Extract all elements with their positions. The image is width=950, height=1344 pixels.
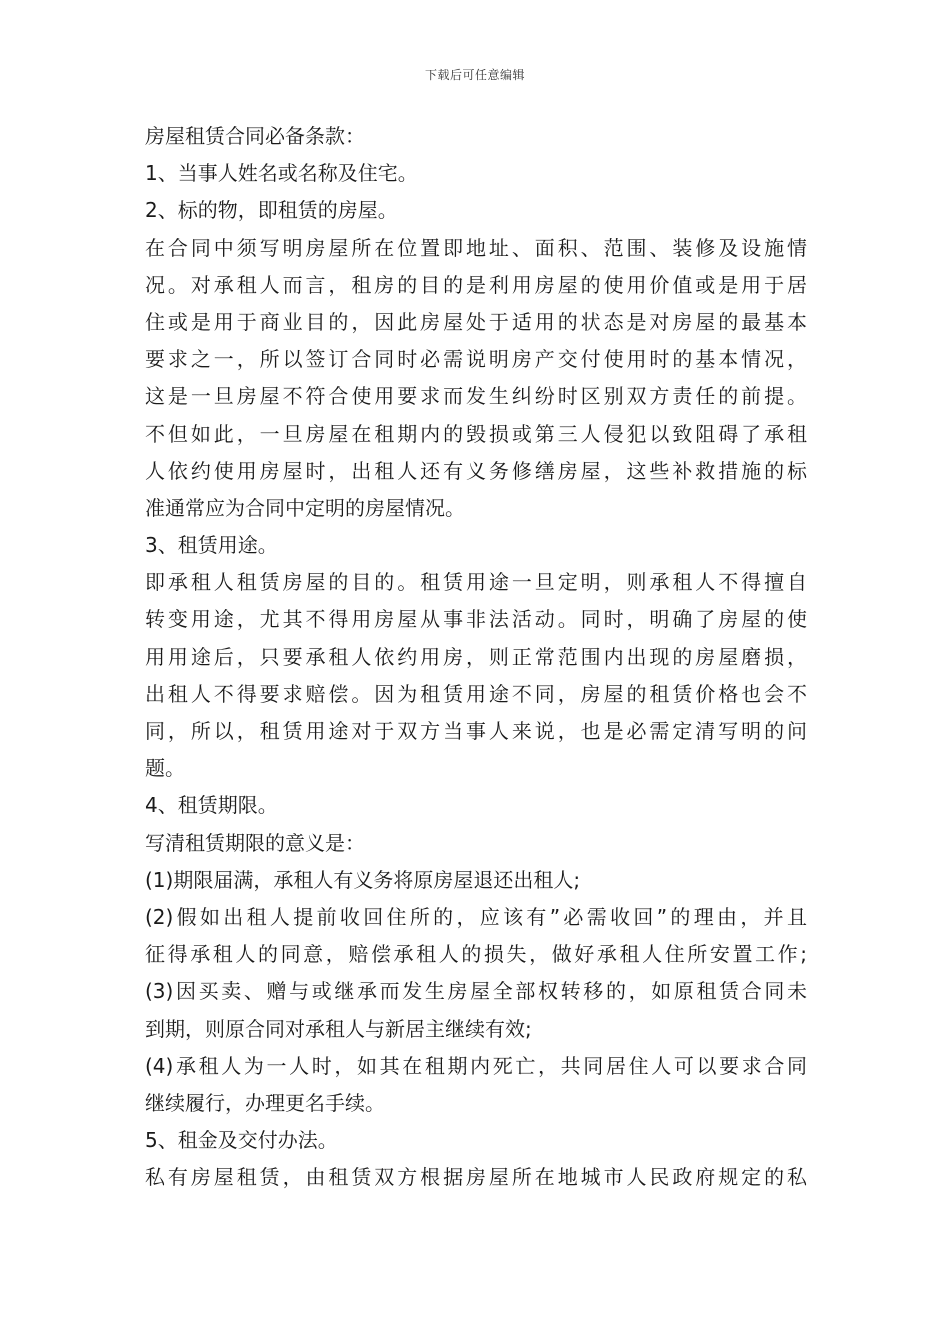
text-line: 房屋租赁合同必备条款： — [145, 124, 365, 148]
text-line: 同，所以，租赁用途对于双方当事人来说，也是必需定清写明的问 — [145, 719, 807, 743]
text-line: 准通常应为合同中定明的房屋情况。 — [145, 495, 465, 520]
text-line: 不但如此，一旦房屋在租期内的毁损或第三人侵犯以致阻碍了承租 — [145, 421, 807, 446]
text-line: 要求之一，所以签订合同时必需说明房产交付使用时的基本情况， — [145, 347, 807, 372]
text-line: 人依约使用房屋时，出租人还有义务修缮房屋，这些补救措施的标 — [145, 458, 807, 483]
text-line: 题。 — [145, 756, 185, 781]
page-header: 下载后可任意编辑 — [424, 68, 525, 82]
text-line: (3)因买卖、赠与或继承而发生房屋全部权转移的，如原租赁合同未 — [145, 979, 807, 1004]
text-line: 住或是用于商业目的，因此房屋处于适用的状态是对房屋的最基本 — [145, 309, 807, 334]
text-line: 继续履行，办理更名手续。 — [145, 1090, 385, 1115]
text-line: (2)假如出租人提前收回住所的，应该有”必需收回”的理由，并且 — [145, 904, 807, 929]
text-line: 4、租赁期限。 — [145, 793, 278, 818]
text-line: (4)承租人为一人时，如其在租期内死亡，共同居住人可以要求合同 — [145, 1053, 807, 1078]
text-line: 出租人不得要求赔偿。因为租赁用途不同，房屋的租赁价格也会不 — [145, 681, 807, 706]
text-line: 5、租金及交付办法。 — [145, 1128, 338, 1153]
text-line: (1)期限届满，承租人有义务将原房屋退还出租人; — [145, 867, 581, 892]
text-line: 这是一旦房屋不符合使用要求而发生纠纷时区别双方责任的前提。 — [145, 384, 807, 409]
text-line: 用用途后，只要承租人依约用房，则正常范围内出现的房屋磨损， — [145, 644, 807, 669]
text-line: 在合同中须写明房屋所在位置即地址、面积、范围、装修及设施情 — [145, 235, 807, 260]
text-line: 转变用途，尤其不得用房屋从事非法活动。同时，明确了房屋的使 — [145, 607, 807, 632]
text-line: 1、当事人姓名或名称及住宅。 — [145, 161, 418, 186]
text-line: 3、租赁用途。 — [145, 533, 278, 558]
text-line: 2、标的物，即租赁的房屋。 — [145, 198, 398, 223]
text-line: 即承租人租赁房屋的目的。租赁用途一旦定明，则承租人不得擅自 — [145, 570, 807, 595]
text-line: 写清租赁期限的意义是： — [145, 830, 365, 855]
text-line: 况。对承租人而言，租房的目的是利用房屋的使用价值或是用于居 — [145, 272, 807, 297]
document-body — [145, 118, 807, 1196]
text-line: 征得承租人的同意，赔偿承租人的损失，做好承租人住所安置工作; — [145, 942, 807, 967]
text-line: 私有房屋租赁，由租赁双方根据房屋所在地城市人民政府规定的私 — [145, 1165, 807, 1190]
text-line: 到期，则原合同对承租人与新居主继续有效; — [145, 1016, 532, 1041]
